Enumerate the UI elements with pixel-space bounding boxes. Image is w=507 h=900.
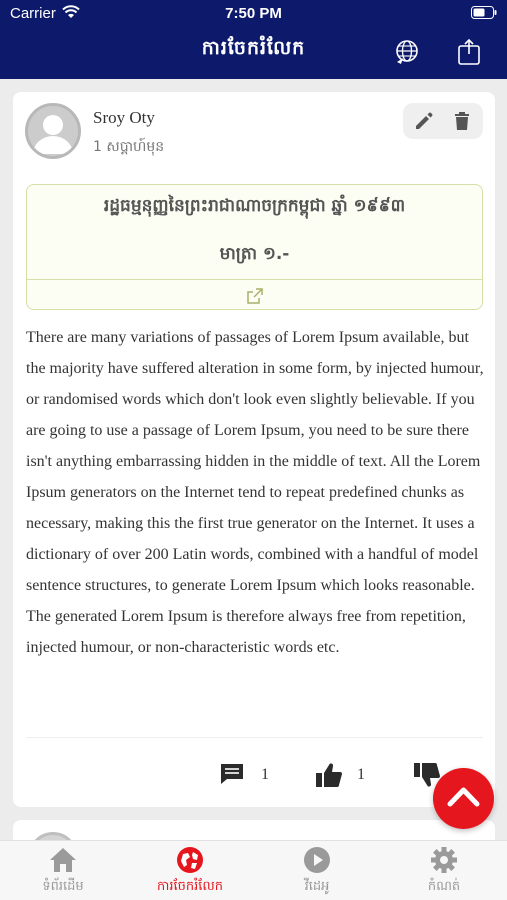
thumbs-up-icon (315, 762, 343, 788)
tab-share[interactable] (127, 841, 253, 900)
play-icon (302, 845, 332, 875)
top-bar (0, 0, 507, 79)
tab-home[interactable] (0, 841, 126, 900)
tab-label: វីដេអូ (304, 879, 330, 894)
divider (26, 737, 483, 738)
comment-count: 1 (261, 766, 269, 783)
divider (27, 279, 482, 280)
author-name[interactable]: Sroy Oty (93, 108, 155, 127)
tab-label: ការចែករំលែក (156, 879, 223, 894)
home-icon (48, 845, 78, 875)
tab-settings[interactable] (381, 841, 507, 900)
comment-icon (219, 762, 245, 786)
document-article: មាត្រា ១.- (219, 244, 290, 264)
page-title: ការចែករំលែក (201, 37, 306, 59)
post-card (13, 92, 495, 807)
document-preview[interactable] (26, 184, 483, 310)
avatar[interactable] (25, 103, 81, 159)
globe-icon[interactable] (392, 38, 422, 66)
like-count: 1 (357, 766, 365, 783)
pencil-icon[interactable] (413, 110, 435, 132)
globe-icon (175, 845, 205, 875)
trash-icon[interactable] (451, 110, 473, 132)
tab-label: ទំព័រដើម (42, 879, 84, 894)
document-title: រដ្ឋធម្មនុញ្ញនៃព្រះរាជាណាចក្រកម្ពុជា ឆ្នាំ ១៩៩៣ (103, 196, 406, 216)
external-link-icon[interactable] (245, 286, 265, 306)
gear-icon (429, 845, 459, 875)
user-icon (28, 106, 78, 156)
post-actions (403, 103, 483, 139)
tab-video[interactable] (254, 841, 380, 900)
status-time: 7:50 PM (225, 5, 282, 22)
battery-icon (471, 6, 497, 19)
status-bar (0, 0, 507, 28)
scroll-top-button[interactable] (433, 768, 494, 829)
comment-button[interactable] (219, 762, 279, 788)
post-body: There are many variations of passages of Lorem Ipsum available, but the majority have suffered alteration in some form, by injected humour, or randomised words which don't look even slightly believable. If you are going to use a passage of Lorem Ipsum, you need to be sure there isn't anything embarrassing hidden in the middle of text. All the Lorem Ipsum generators on the Internet tend to repeat predefined chunks as necessary, making this the first true generator on the Internet. It uses a dictionary of over 200 Latin words, combined with a handful of model sentence structures, to generate Lorem Ipsum which looks reasonable. The generated Lorem Ipsum is therefore always free from repetition, injected humour, or non-characteristic words etc. (26, 329, 484, 656)
status-carrier: Carrier (10, 5, 56, 22)
chevron-up-icon (433, 768, 494, 829)
post-time: 1 សប្តាហ៍មុន (93, 139, 165, 155)
tab-label: កំណត់ (427, 879, 461, 894)
share-icon[interactable] (456, 38, 482, 66)
tab-bar (0, 840, 507, 900)
like-button[interactable] (315, 762, 375, 788)
